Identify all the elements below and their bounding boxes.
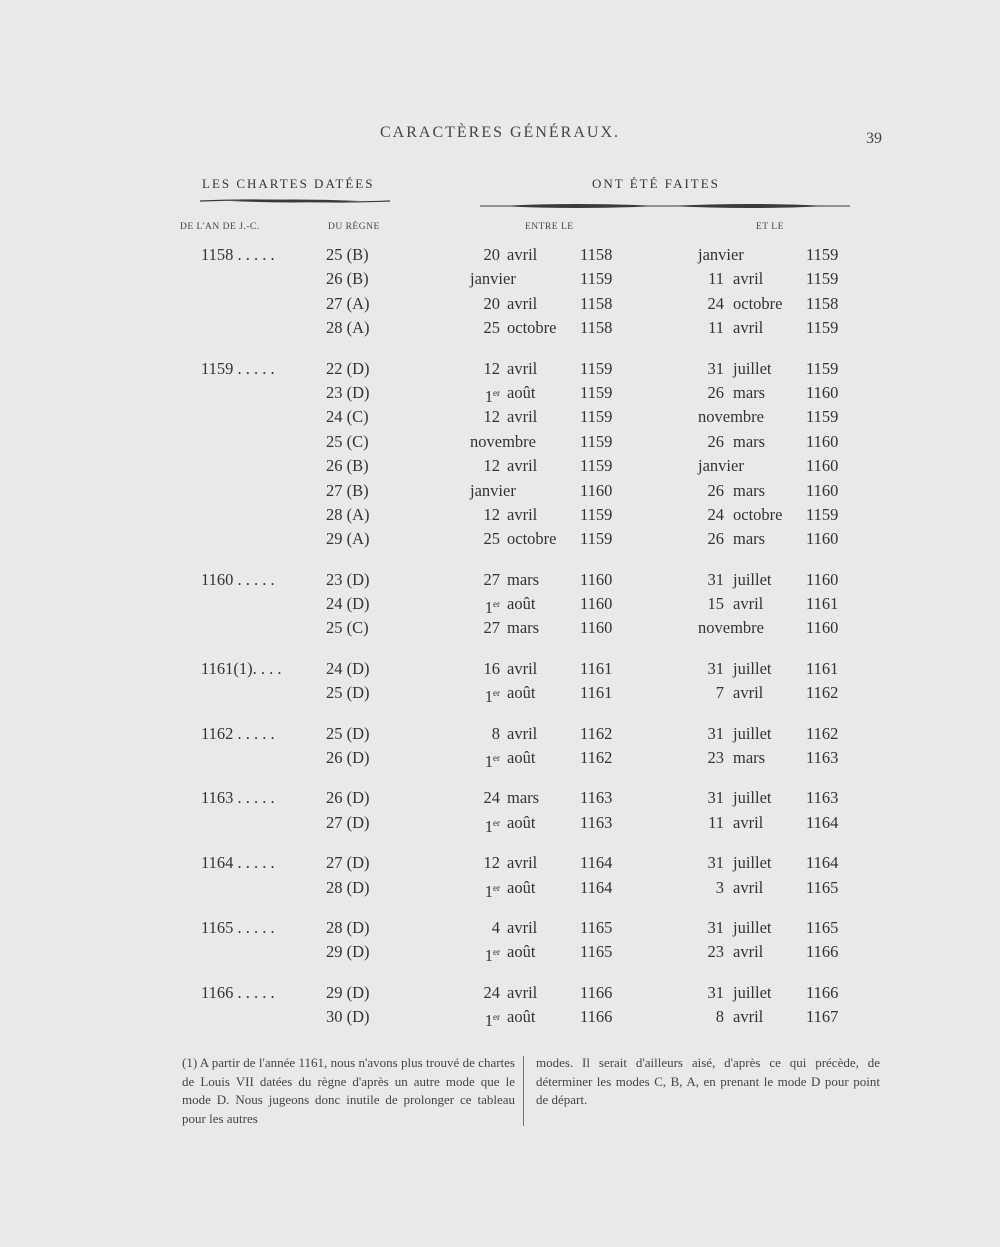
cell-year: 1165 . . . . . (201, 917, 275, 937)
cell-and-month: novembre (698, 618, 764, 638)
running-title: CARACTÈRES GÉNÉRAUX. (379, 124, 620, 141)
cell-between-day-number: 12 (483, 504, 500, 524)
cell-between-month: avril (507, 407, 538, 427)
cell-between-year: 1161 (580, 683, 613, 703)
cell-and-day: 31 (707, 569, 724, 589)
cell-and-day: 24 (707, 293, 724, 313)
cell-year: 1163 . . . . . (201, 788, 275, 808)
ordinal-suffix: er (493, 688, 500, 699)
table-group (0, 657, 1000, 706)
cell-and-day: 11 (708, 812, 724, 832)
cell-between-year: 1162 (580, 723, 613, 743)
cell-between-day (468, 1005, 500, 1033)
cell-reign-year: 28 (D) (326, 877, 370, 897)
cell-between-day (468, 681, 500, 709)
ordinal-suffix: er (493, 817, 500, 828)
cell-between-day (468, 657, 500, 681)
cell-and-day: 31 (707, 853, 724, 873)
cell-and-day: 23 (707, 748, 724, 768)
cell-between-year: 1163 (580, 788, 613, 808)
cell-and-month: avril (733, 1007, 764, 1027)
cell-reign-year: 27 (D) (326, 853, 370, 873)
cell-and-month: mars (733, 382, 766, 402)
cell-between-month: août (507, 812, 536, 832)
cell-between-day (468, 292, 500, 316)
cell-and-month: juillet (733, 358, 772, 378)
cell-reign-year: 28 (D) (326, 917, 370, 937)
cell-and-day: 31 (707, 917, 724, 937)
cell-between-day-number: 1 (484, 687, 493, 707)
cell-and-year: 1159 (806, 318, 839, 338)
cell-reign-year: 27 (B) (326, 480, 369, 500)
cell-and-month: avril (733, 812, 764, 832)
table-row (0, 616, 1000, 640)
cell-between-year: 1162 (580, 748, 613, 768)
cell-between-day-number: 12 (483, 853, 500, 873)
cell-reign-year: 27 (A) (326, 293, 370, 313)
table-row (0, 657, 1000, 681)
cell-and-year: 1160 (806, 529, 839, 549)
cell-year: 1166 . . . . . (201, 982, 275, 1002)
cell-and-month: avril (733, 877, 764, 897)
cell-and-month: octobre (733, 504, 783, 524)
table-group (0, 786, 1000, 835)
cell-and-month: mars (733, 431, 766, 451)
cell-and-day: 11 (708, 269, 724, 289)
table-head-right: ONT ÉTÉ FAITES (592, 176, 720, 191)
cell-reign-year: 24 (D) (326, 658, 370, 678)
cell-and-year: 1161 (806, 594, 839, 614)
cell-between-day-number: 1 (484, 881, 493, 901)
cell-between-day (468, 527, 500, 551)
cell-and-month: octobre (733, 293, 783, 313)
cell-reign-year: 24 (D) (326, 594, 370, 614)
cell-and-day: 3 (715, 877, 724, 897)
cell-between-year: 1159 (580, 456, 613, 476)
table-row (0, 592, 1000, 616)
cell-between-day (468, 568, 500, 592)
cell-between-day (468, 876, 500, 904)
cell-and-day: 26 (707, 529, 724, 549)
table-row (0, 940, 1000, 964)
ordinal-suffix: er (493, 599, 500, 610)
table-group (0, 916, 1000, 965)
cell-between-day (468, 940, 500, 968)
cell-between-month: mars (507, 618, 540, 638)
table-row (0, 430, 1000, 454)
cell-between-day-number: 24 (483, 982, 500, 1002)
ordinal-suffix: er (493, 947, 500, 958)
table-head-left: LES CHARTES DATÉES (202, 176, 375, 191)
table-row (0, 876, 1000, 900)
cell-between-month: août (507, 1007, 536, 1027)
table-row (0, 527, 1000, 551)
cell-and-year: 1163 (806, 748, 839, 768)
cell-between-month: août (507, 594, 536, 614)
cell-and-month: avril (733, 942, 764, 962)
cell-year: 1164 . . . . . (201, 853, 275, 873)
cell-and-month: juillet (733, 658, 772, 678)
cell-and-month: juillet (733, 723, 772, 743)
table-row (0, 405, 1000, 429)
table-group (0, 722, 1000, 771)
cell-reign-year: 29 (A) (326, 529, 370, 549)
cell-and-year: 1160 (806, 456, 839, 476)
ornamental-rule-right (480, 202, 850, 210)
ornamental-rule-left (200, 197, 390, 205)
cell-and-year: 1158 (806, 293, 839, 313)
cell-between-day-number: 1 (484, 946, 493, 966)
cell-between-day (468, 916, 500, 940)
cell-between-year: 1159 (580, 529, 613, 549)
table-group (0, 568, 1000, 641)
table-row (0, 916, 1000, 940)
cell-reign-year: 29 (D) (326, 982, 370, 1002)
cell-and-month: juillet (733, 569, 772, 589)
cell-between-month: avril (507, 504, 538, 524)
cell-and-day: 11 (708, 318, 724, 338)
cell-and-year: 1167 (806, 1007, 839, 1027)
cell-between-month: novembre (470, 431, 536, 451)
cell-between-year: 1158 (580, 318, 613, 338)
footnote-right-column: modes. Il serait d'ailleurs aisé, d'après ce qui précède, de déterminer les modes C, B, A, en prenant le mode D pour point de départ. (536, 1055, 880, 1107)
cell-between-month: avril (507, 358, 538, 378)
cell-between-year: 1160 (580, 480, 613, 500)
cell-between-day-number: 16 (483, 658, 500, 678)
cell-reign-year: 28 (A) (326, 318, 370, 338)
cell-reign-year: 23 (D) (326, 382, 370, 402)
cell-between-year: 1166 (580, 982, 613, 1002)
cell-between-year: 1159 (580, 431, 613, 451)
cell-and-year: 1161 (806, 658, 839, 678)
cell-between-year: 1159 (580, 269, 613, 289)
cell-between-month: août (507, 748, 536, 768)
cell-and-day: 8 (715, 1007, 724, 1027)
cell-between-day-number: 25 (483, 318, 500, 338)
cell-between-day-number: 20 (483, 245, 500, 264)
cell-between-month: août (507, 382, 536, 402)
table-row (0, 381, 1000, 405)
cell-and-month: juillet (733, 917, 772, 937)
cell-reign-year: 25 (B) (326, 245, 369, 264)
cell-between-day-number: 4 (491, 917, 500, 937)
cell-between-day-number: 24 (483, 788, 500, 808)
cell-reign-year: 26 (B) (326, 269, 369, 289)
cell-between-day-number: 1 (484, 386, 493, 406)
cell-between-day-number: 12 (483, 358, 500, 378)
cell-and-month: avril (733, 683, 764, 703)
cell-and-year: 1165 (806, 917, 839, 937)
cell-between-month: mars (507, 788, 540, 808)
cell-between-month: mars (507, 569, 540, 589)
cell-between-day-number: 1 (484, 816, 493, 836)
cell-and-year: 1159 (806, 358, 839, 378)
cell-between-year: 1158 (580, 245, 613, 264)
cell-between-day (468, 851, 500, 875)
cell-and-day: 31 (707, 788, 724, 808)
cell-between-year: 1165 (580, 917, 613, 937)
cell-and-day: 24 (707, 504, 724, 524)
cell-between-day-number: 8 (491, 723, 500, 743)
cell-between-year: 1164 (580, 877, 613, 897)
cell-and-day: 23 (707, 942, 724, 962)
ordinal-suffix: er (493, 1012, 500, 1023)
table-row (0, 503, 1000, 527)
table-row (0, 357, 1000, 381)
cell-reign-year: 25 (D) (326, 723, 370, 743)
cell-between-day-number: 12 (483, 407, 500, 427)
cell-reign-year: 23 (D) (326, 569, 370, 589)
cell-between-day (468, 616, 500, 640)
cell-and-day: 31 (707, 982, 724, 1002)
ordinal-suffix: er (493, 753, 500, 764)
cell-and-year: 1162 (806, 723, 839, 743)
cell-between-month: août (507, 942, 536, 962)
table-row (0, 292, 1000, 316)
table-group (0, 243, 1000, 341)
table-row (0, 479, 1000, 503)
table-row (0, 568, 1000, 592)
cell-between-year: 1159 (580, 504, 613, 524)
cell-between-day-number: 20 (483, 293, 500, 313)
cell-and-day: 31 (707, 658, 724, 678)
table-row (0, 454, 1000, 478)
cell-between-day-number: 12 (483, 456, 500, 476)
cell-between-year: 1164 (580, 853, 613, 873)
cell-between-month: avril (507, 853, 538, 873)
cell-and-year: 1159 (806, 504, 839, 524)
ordinal-suffix: er (493, 387, 500, 398)
cell-between-month: avril (507, 245, 538, 264)
cell-between-month: avril (507, 658, 538, 678)
cell-between-year: 1161 (580, 658, 613, 678)
cell-and-year: 1159 (806, 269, 839, 289)
cell-between-month: octobre (507, 529, 557, 549)
cell-and-month: avril (733, 318, 764, 338)
cell-and-month: avril (733, 594, 764, 614)
cell-and-day: 26 (707, 431, 724, 451)
table-row (0, 811, 1000, 835)
column-header-year: DE L'AN DE J.-C. (180, 222, 260, 232)
cell-reign-year: 25 (D) (326, 683, 370, 703)
cell-between-year: 1160 (580, 569, 613, 589)
column-header-between: ENTRE LE (525, 222, 574, 232)
cell-and-month: juillet (733, 853, 772, 873)
cell-and-year: 1159 (806, 407, 839, 427)
cell-between-day (468, 981, 500, 1005)
column-header-reign: DU RÈGNE (328, 222, 380, 232)
footnote-divider (523, 1056, 524, 1126)
cell-between-day (468, 746, 500, 774)
cell-and-month: mars (733, 480, 766, 500)
cell-between-month: janvier (470, 480, 516, 500)
cell-between-year: 1159 (580, 382, 613, 402)
cell-between-day (468, 405, 500, 429)
cell-and-month: mars (733, 529, 766, 549)
cell-and-year: 1160 (806, 618, 839, 638)
cell-between-year: 1163 (580, 812, 613, 832)
cell-between-month: avril (507, 456, 538, 476)
column-header-and: ET LE (756, 222, 784, 232)
cell-and-year: 1164 (806, 812, 839, 832)
cell-and-year: 1159 (806, 245, 839, 264)
cell-between-day (468, 722, 500, 746)
cell-year: 1159 . . . . . (201, 358, 275, 378)
cell-between-day (468, 316, 500, 340)
cell-between-month: avril (507, 293, 538, 313)
table-group (0, 357, 1000, 552)
page-number: 39 (866, 130, 882, 147)
cell-reign-year: 30 (D) (326, 1007, 370, 1027)
cell-reign-year: 28 (A) (326, 504, 370, 524)
cell-between-day-number: 1 (484, 598, 493, 618)
cell-reign-year: 25 (C) (326, 618, 369, 638)
cell-and-year: 1160 (806, 382, 839, 402)
cell-and-month: mars (733, 748, 766, 768)
cell-and-month: novembre (698, 407, 764, 427)
table-row (0, 786, 1000, 810)
cell-and-month: juillet (733, 982, 772, 1002)
cell-between-year: 1159 (580, 358, 613, 378)
cell-year: 1161(1). . . . (201, 658, 282, 678)
cell-between-day (468, 243, 500, 267)
cell-reign-year: 26 (D) (326, 748, 370, 768)
cell-between-day (468, 811, 500, 839)
cell-and-year: 1166 (806, 942, 839, 962)
cell-and-month: juillet (733, 788, 772, 808)
cell-year: 1162 . . . . . (201, 723, 275, 743)
cell-and-year: 1160 (806, 431, 839, 451)
cell-between-day (468, 454, 500, 478)
cell-and-year: 1164 (806, 853, 839, 873)
cell-and-year: 1160 (806, 480, 839, 500)
cell-between-day-number: 25 (483, 529, 500, 549)
cell-reign-year: 24 (C) (326, 407, 369, 427)
cell-between-year: 1165 (580, 942, 613, 962)
cell-and-year: 1165 (806, 877, 839, 897)
cell-and-year: 1163 (806, 788, 839, 808)
table-row (0, 722, 1000, 746)
cell-and-day: 15 (707, 594, 724, 614)
cell-reign-year: 22 (D) (326, 358, 370, 378)
cell-between-month: avril (507, 723, 538, 743)
cell-between-day-number: 1 (484, 1011, 493, 1031)
cell-and-day: 26 (707, 382, 724, 402)
table-group (0, 851, 1000, 900)
cell-between-day-number: 27 (483, 569, 500, 589)
dated-charters-table (0, 243, 1000, 1046)
cell-between-day-number: 1 (484, 752, 493, 772)
cell-between-day (468, 786, 500, 810)
cell-and-year: 1162 (806, 683, 839, 703)
cell-between-month: août (507, 877, 536, 897)
cell-reign-year: 27 (D) (326, 812, 370, 832)
cell-between-year: 1160 (580, 618, 613, 638)
footnote-left-column: (1) A partir de l'année 1161, nous n'avons plus trouvé de chartes de Louis VII datées du règne d'après un autre mode que le mode D. Nous jugeons donc inutile de prolonger ce tableau pour les autres (182, 1055, 515, 1126)
cell-between-month: janvier (470, 269, 516, 289)
cell-reign-year: 29 (D) (326, 942, 370, 962)
cell-reign-year: 26 (D) (326, 788, 370, 808)
table-row (0, 851, 1000, 875)
cell-reign-year: 25 (C) (326, 431, 369, 451)
cell-year: 1160 . . . . . (201, 569, 275, 589)
table-row (0, 1005, 1000, 1029)
cell-between-year: 1158 (580, 293, 613, 313)
table-row (0, 981, 1000, 1005)
cell-between-year: 1166 (580, 1007, 613, 1027)
cell-and-month: avril (733, 269, 764, 289)
cell-and-month: janvier (698, 456, 744, 476)
cell-between-day-number: 27 (483, 618, 500, 638)
table-row (0, 267, 1000, 291)
cell-and-day: 26 (707, 480, 724, 500)
cell-and-day: 31 (707, 723, 724, 743)
cell-between-month: avril (507, 917, 538, 937)
cell-and-year: 1166 (806, 982, 839, 1002)
table-group (0, 981, 1000, 1030)
cell-and-year: 1160 (806, 569, 839, 589)
cell-between-day (468, 357, 500, 381)
cell-between-month: octobre (507, 318, 557, 338)
table-row (0, 746, 1000, 770)
cell-between-month: avril (507, 982, 538, 1002)
cell-between-year: 1160 (580, 594, 613, 614)
cell-and-month: janvier (698, 245, 744, 264)
cell-between-month: août (507, 683, 536, 703)
ordinal-suffix: er (493, 882, 500, 893)
cell-reign-year: 26 (B) (326, 456, 369, 476)
table-row (0, 681, 1000, 705)
cell-year: 1158 . . . . . (201, 245, 275, 264)
table-row (0, 316, 1000, 340)
cell-and-day: 31 (707, 358, 724, 378)
table-row (0, 243, 1000, 267)
cell-between-day (468, 503, 500, 527)
cell-and-day: 7 (715, 683, 724, 703)
cell-between-year: 1159 (580, 407, 613, 427)
